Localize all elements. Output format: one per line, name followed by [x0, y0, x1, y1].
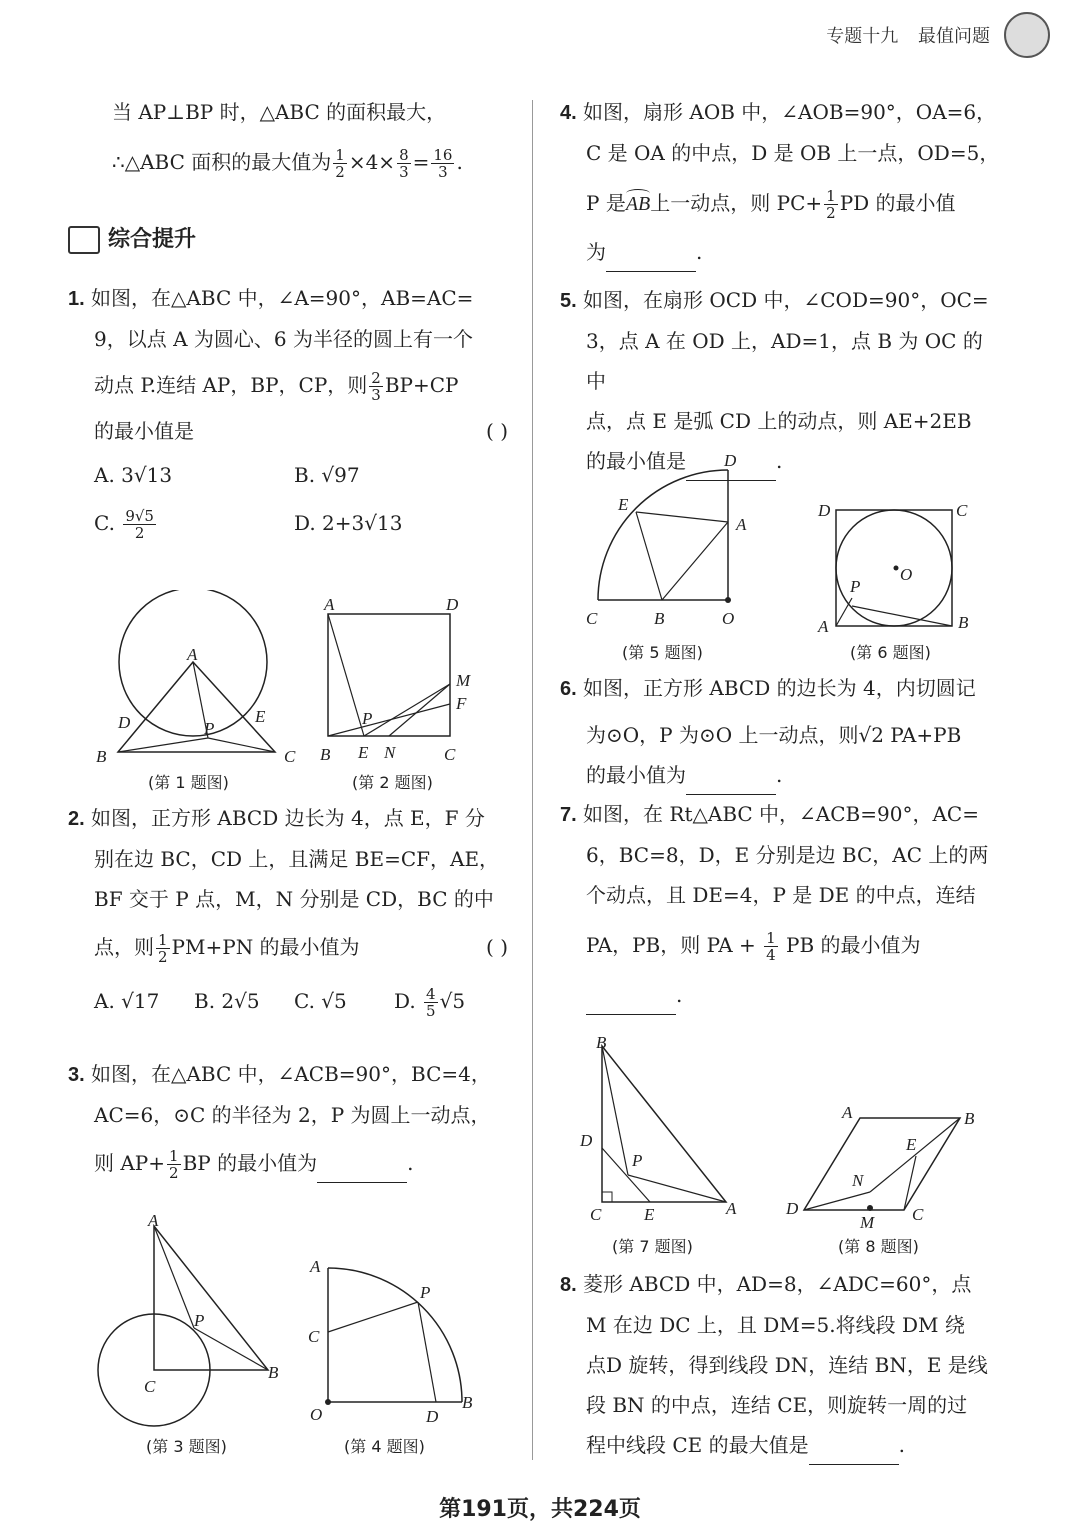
figure-4 — [302, 1250, 492, 1430]
svg-text:A: A — [324, 595, 335, 614]
figure-3 — [92, 1208, 292, 1433]
svg-text:C: C — [912, 1205, 924, 1224]
svg-text:A: A — [148, 1211, 159, 1230]
page-header — [812, 22, 990, 48]
svg-text:B: B — [964, 1109, 975, 1128]
figure-7-caption: (第 7 题图) — [612, 1237, 693, 1256]
svg-text:C: C — [586, 609, 598, 628]
svg-text:A: A — [726, 1199, 737, 1218]
intro-line1: 当 AP⊥BP 时，△ABC 的面积最大， — [112, 100, 447, 124]
question-7: 7. 如图，在 Rt△ABC 中，∠ACB=90°，AC= 6，BC=8，D，E 分别是边 BC，AC 上的两 个动点，且 DE=4，P 是 DE 的中点，连结 PA，PB，则 PA + $\frac{1}{4}$ PB 的最小值为 . — [560, 794, 1000, 1015]
figure-2-caption: (第 2 题图) — [352, 773, 433, 792]
svg-text:B: B — [96, 747, 107, 766]
svg-text:E: E — [644, 1205, 655, 1224]
page-footer: 第191页，共224页 — [439, 1497, 641, 1522]
svg-text:A: A — [187, 645, 198, 664]
svg-text:O: O — [722, 609, 735, 628]
svg-text:D: D — [446, 595, 459, 614]
figure-1 — [90, 590, 310, 770]
header-title: 最值问题 — [918, 26, 990, 47]
svg-text:A: A — [736, 515, 747, 534]
svg-text:O: O — [900, 565, 913, 584]
figure-4-caption: (第 4 题图) — [344, 1437, 425, 1456]
svg-text:F: F — [456, 694, 467, 713]
question-1: 1. 如图，在△ABC 中，∠A=90°，AB=AC= 9，以点 A 为圆心、6 为半径的圆上有一个 动点 P.连结 AP，BP，CP，则 $\frac{2}{3}$ BP+CP 的最小值是 ( ) A. 3√13 B. √97 C. $\frac{9√5}{2}$ D. 2+3√13 — [68, 286, 508, 542]
figure-3-caption: (第 3 题图) — [146, 1437, 227, 1456]
svg-text:N: N — [384, 743, 396, 762]
intro-block — [112, 92, 512, 182]
question-4: 4. 如图，扇形 AOB 中，∠AOB=90°，OA=6， C 是 OA 的中点，D 是 OB 上一点，OD=5， P 是 AB上一动点，则 PC+ $\frac{1}{2}$ PD 的最小值 为 . — [560, 92, 1000, 272]
svg-text:C: C — [444, 745, 456, 764]
svg-text:P: P — [632, 1151, 643, 1170]
svg-text:D: D — [118, 713, 131, 732]
figure-8-caption: (第 8 题图) — [838, 1237, 919, 1256]
figure-2 — [318, 592, 488, 770]
figure-6 — [812, 494, 982, 642]
question-2: 2. 如图，正方形 ABCD 边长为 4，点 E，F 分 别在边 BC，CD 上，且满足 BE=CF，AE， BF 交于 P 点，M，N 分别是 CD，BC 的中 点，则 $\frac{1}{2}$ PM+PN 的最小值为 ( ) A. √17 B. 2√5 C. √5 D. $\frac{4}{5}$ √5 — [68, 806, 508, 1020]
svg-text:B: B — [462, 1393, 473, 1412]
svg-text:P: P — [420, 1283, 431, 1302]
svg-text:B: B — [596, 1033, 607, 1052]
svg-text:A: A — [842, 1103, 853, 1122]
svg-text:P: P — [850, 577, 861, 596]
figure-7 — [578, 1030, 748, 1230]
svg-text:N: N — [852, 1171, 864, 1190]
question-5: 5. 如图，在扇形 OCD 中，∠COD=90°，OC= 3，点 A 在 OD 上，AD=1，点 B 为 OC 的中 点，点 E 是弧 CD 上的动点，则 AE+2EB 的最小值是 . — [560, 280, 1000, 481]
svg-text:B: B — [268, 1363, 279, 1382]
question-3: 3. 如图，在△ABC 中，∠ACB=90°，BC=4， AC=6，⊙C 的半径为 2，P 为圆上一动点， 则 AP+ $\frac{1}{2}$ BP 的最小值为 . — [68, 1062, 491, 1182]
svg-text:B: B — [654, 609, 665, 628]
svg-text:A: A — [818, 617, 829, 636]
svg-text:O: O — [310, 1405, 323, 1424]
svg-text:E: E — [618, 495, 629, 514]
svg-text:E: E — [358, 743, 369, 762]
question-8: 8. 菱形 ABCD 中，AD=8，∠ADC=60°，点 M 在边 DC 上，且 DM=5.将线段 DM 绕 点D 旋转，得到线段 DN，连结 BN，E 是线 段 BN 的中点，连结 CE，则旋转一周的过 程中线段 CE 的最大值是 . — [560, 1264, 1000, 1465]
section-title: 综合提升 — [68, 222, 196, 254]
svg-text:E: E — [255, 707, 266, 726]
svg-text:B: B — [320, 745, 331, 764]
figure-5 — [580, 448, 770, 638]
svg-text:C: C — [284, 747, 296, 766]
svg-text:M: M — [860, 1213, 875, 1230]
notebook-icon — [68, 226, 100, 254]
svg-text:C: C — [590, 1205, 602, 1224]
figure-1-caption: (第 1 题图) — [148, 773, 229, 792]
svg-text:P: P — [204, 719, 215, 738]
svg-text:E: E — [906, 1135, 917, 1154]
svg-text:A: A — [310, 1257, 321, 1276]
svg-text:D: D — [724, 451, 737, 470]
figure-8 — [780, 1100, 990, 1230]
svg-text:D: D — [580, 1131, 593, 1150]
header-topic: 专题十九 — [826, 26, 899, 47]
svg-text:D: D — [818, 501, 831, 520]
svg-text:M: M — [456, 671, 471, 690]
svg-text:C: C — [144, 1377, 156, 1396]
figure-6-caption: (第 6 题图) — [850, 643, 931, 662]
column-divider — [532, 100, 533, 1460]
svg-text:P: P — [194, 1311, 205, 1330]
svg-text:D: D — [786, 1199, 799, 1218]
svg-text:C: C — [308, 1327, 320, 1346]
figure-5-caption: (第 5 题图) — [622, 643, 703, 662]
book-logo-icon — [1004, 12, 1050, 58]
intro-line2: ∴△ABC 面积的最大值为 $\frac{1}{2}$ ×4× $\frac{8}{3}$ = $\frac{16}{3}$ . — [112, 146, 463, 181]
question-6: 6. 如图，正方形 ABCD 的边长为 4，内切圆记 为⊙O，P 为⊙O 上一动点，则√2 PA+PB 的最小值为 . — [560, 668, 1000, 795]
svg-text:P: P — [362, 709, 373, 728]
svg-text:B: B — [958, 613, 969, 632]
svg-text:D: D — [426, 1407, 439, 1426]
svg-text:C: C — [956, 501, 968, 520]
